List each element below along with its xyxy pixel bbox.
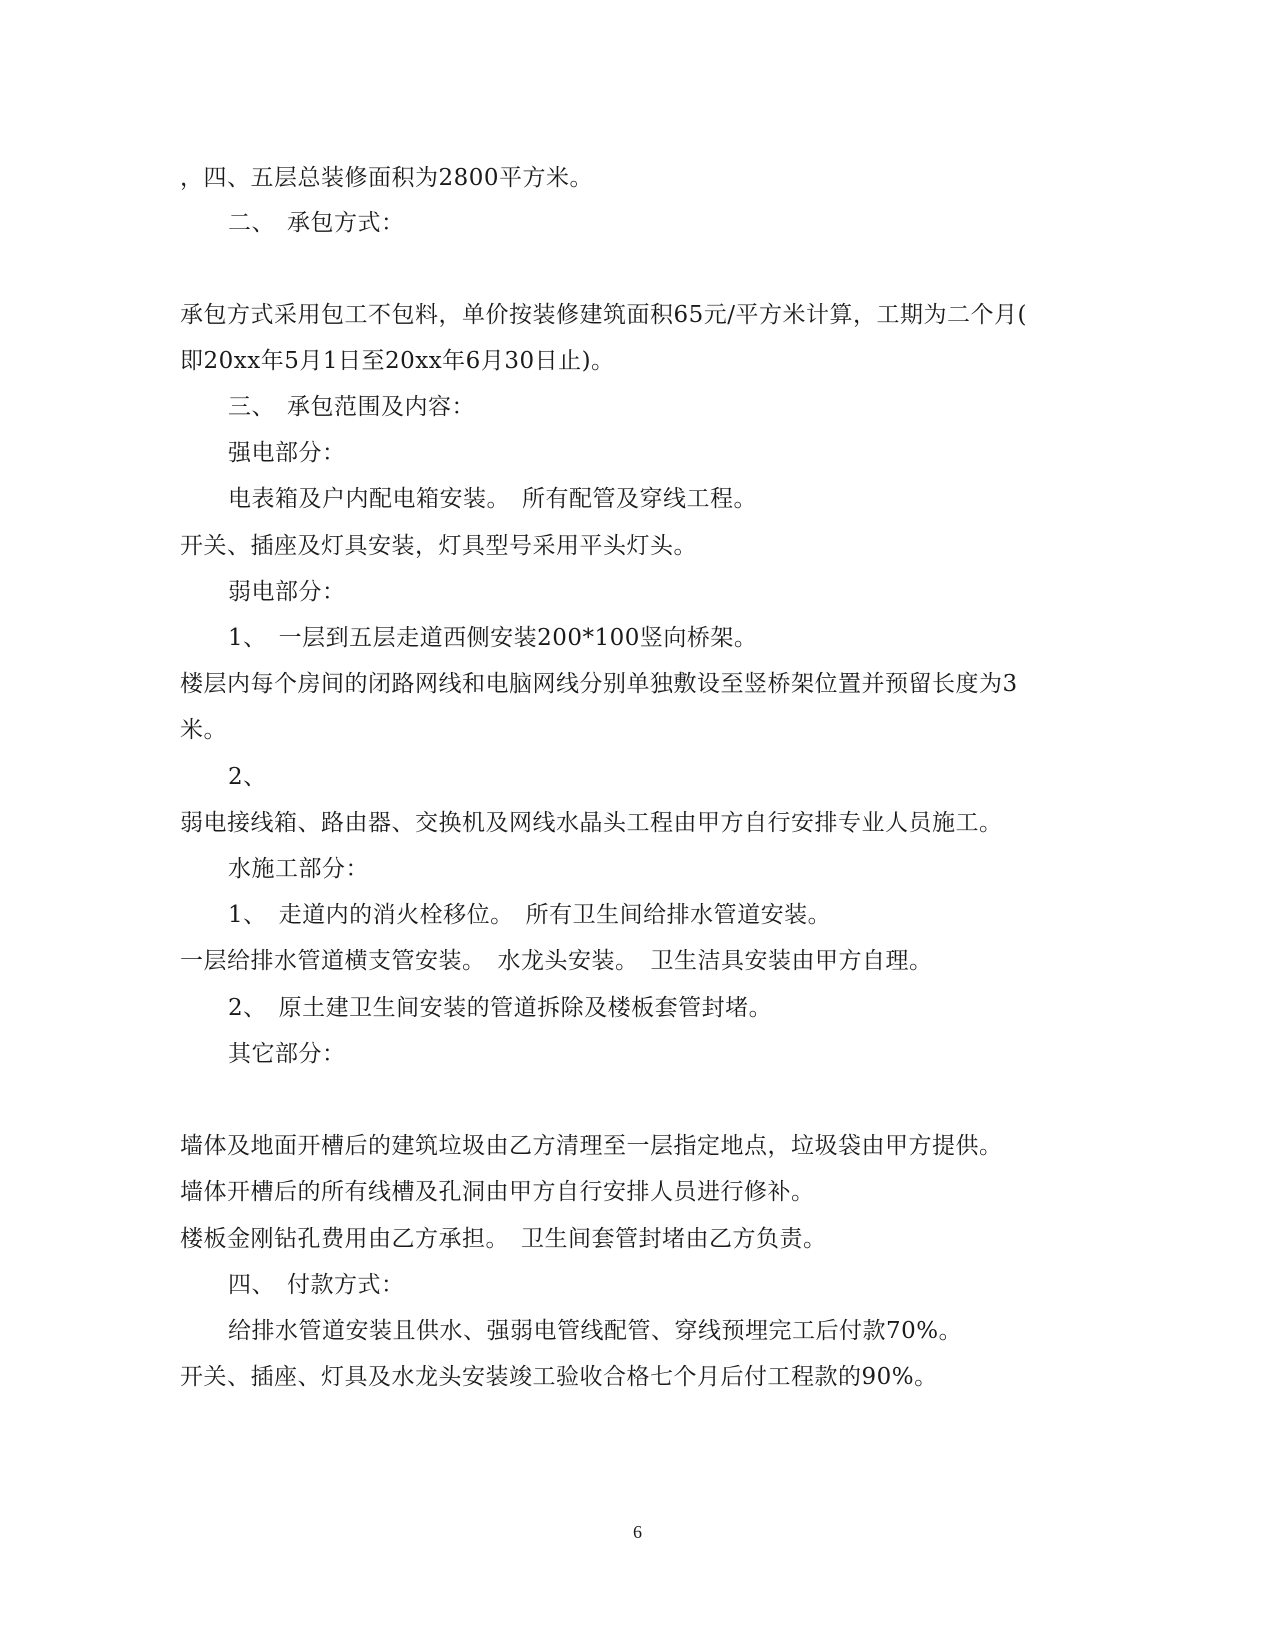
subsection-heading: 水施工部分：: [228, 856, 369, 882]
text-line: 1、 一层到五层走道西侧安装200*100竖向桥架。: [228, 625, 758, 651]
text-line: 电表箱及户内配电箱安装。 所有配管及穿线工程。: [228, 486, 757, 512]
text-line: 1、 走道内的消火栓移位。 所有卫生间给排水管道安装。: [228, 902, 832, 928]
subsection-heading: 强电部分：: [228, 440, 346, 466]
text-line: 一层给排水管道横支管安装。 水龙头安装。 卫生洁具安装由甲方自理。: [180, 948, 933, 974]
text-line: 2、 原土建卫生间安装的管道拆除及楼板套管封堵。: [228, 995, 773, 1021]
text-line: 给排水管道安装且供水、强弱电管线配管、穿线预埋完工后付款70%。: [228, 1318, 963, 1344]
text-line: 墙体开槽后的所有线槽及孔洞由甲方自行安排人员进行修补。: [180, 1179, 815, 1205]
text-line: 米。: [180, 717, 227, 743]
page-number: 6: [633, 1522, 642, 1542]
text-line: ，四、五层总装修面积为2800平方米。: [180, 165, 594, 191]
text-line: 墙体及地面开槽后的建筑垃圾由乙方清理至一层指定地点，垃圾袋由甲方提供。: [180, 1133, 1003, 1159]
subsection-heading: 其它部分：: [228, 1041, 346, 1067]
text-line: 2、: [228, 764, 267, 790]
section-heading: 三、 承包范围及内容：: [228, 394, 475, 420]
section-heading: 四、 付款方式：: [228, 1272, 405, 1298]
text-line: 承包方式采用包工不包料，单价按装修建筑面积65元/平方米计算，工期为二个月(: [180, 302, 1027, 328]
subsection-heading: 弱电部分：: [228, 579, 346, 605]
text-line: 开关、插座、灯具及水龙头安装竣工验收合格七个月后付工程款的90%。: [180, 1364, 938, 1390]
text-line: 弱电接线箱、路由器、交换机及网线水晶头工程由甲方自行安排专业人员施工。: [180, 810, 1003, 836]
section-heading: 二、 承包方式：: [228, 210, 405, 236]
text-line: 即20xx年5月1日至20xx年6月30日止)。: [180, 348, 615, 374]
text-line: 楼层内每个房间的闭路网线和电脑网线分别单独敷设至竖桥架位置并预留长度为3: [180, 671, 1018, 697]
text-line: 开关、插座及灯具安装，灯具型号采用平头灯头。: [180, 533, 697, 559]
text-line: 楼板金刚钻孔费用由乙方承担。 卫生间套管封堵由乙方负责。: [180, 1226, 827, 1252]
